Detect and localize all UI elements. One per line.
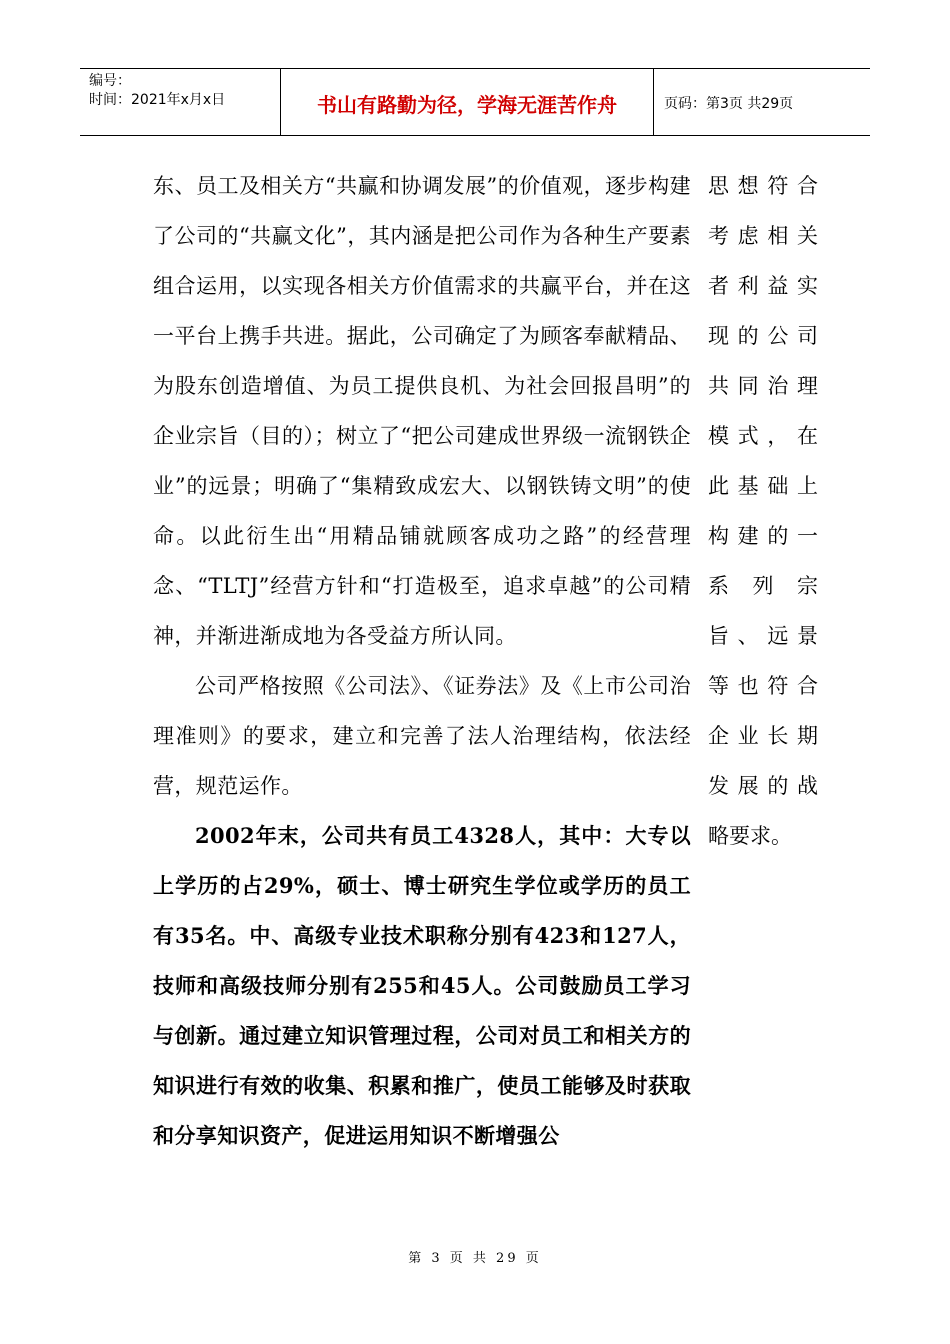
header-page-info: 页码：第3页 共29页 — [664, 96, 794, 112]
paragraph-shared-values: 东、员工及相关方“共赢和协调发展”的价值观，逐步构建了公司的“共赢文化”，其内涵是把公司作为各种生产要素组合运用，以实现各相关方价值需求的共赢平台，并在这一平台上携手共进。据此，公司确定了为顾客奉献精品、为股东创造增值、为员工提供良机、为社会回报昌明”的企业宗旨（目的）；树立了“把公司建成世界级一流钢铁企业”的远景；明确了“集精致成宏大、以钢铁铸文明”的使命。以此衍生出“用精品铺就顾客成功之路”的经营理念、“TLTJ”经营方针和“打造极至，追求卓越”的公司精神，并渐进渐成地为各受益方所认同。 — [153, 174, 691, 648]
header-motto: 书山有路勤为径，学海无涯苦作舟 — [281, 69, 654, 135]
header-meta — [80, 69, 281, 135]
page-header — [80, 68, 870, 136]
page-footer: 第 3 页 共 29 页 — [408, 1251, 542, 1266]
side-note-line: 现的公司 — [708, 324, 818, 348]
side-note-line: 者利益实 — [708, 274, 818, 298]
side-note-line: 模式，在 — [708, 424, 818, 448]
side-note-line: 共同治理 — [708, 374, 818, 398]
paragraph-staff-stats: 2002年末，公司共有员工4328人，其中：大专以上学历的占29%，硕士、博士研究生学位或学历的员工有35名。中、高级专业技术职称分别有423和127人，技师和高级技师分别有255和45人。公司鼓励员工学习与创新。通过建立知识管理过程，公司对员工和相关方的知识进行有效的收集、积累和推广，使员工能够及时获取和分享知识资产，促进运用知识不断增强公 — [153, 823, 691, 1148]
side-note-line: 考虑相关 — [708, 224, 818, 248]
serial-number-label: 编号： — [89, 73, 131, 89]
side-note-line: 思想符合 — [708, 174, 818, 198]
side-note-line: 此基础上 — [708, 474, 818, 498]
main-text — [153, 161, 691, 1161]
side-note-line: 构建的一 — [708, 524, 818, 548]
side-note-line: 发展的战 — [708, 774, 818, 798]
side-note-line: 旨、远景 — [708, 624, 818, 648]
side-note-line: 略要求。 — [708, 824, 792, 848]
side-note-line: 等也符合 — [708, 674, 818, 698]
paragraph-governance: 公司严格按照《公司法》、《证券法》及《上市公司治理准则》的要求，建立和完善了法人治理结构，依法经营，规范运作。 — [153, 674, 691, 798]
side-note — [708, 161, 818, 861]
side-note-line: 系列宗 — [708, 574, 818, 598]
date-line: 时间：2021年x月x日 — [89, 92, 226, 108]
side-note-line: 企业长期 — [708, 724, 818, 748]
